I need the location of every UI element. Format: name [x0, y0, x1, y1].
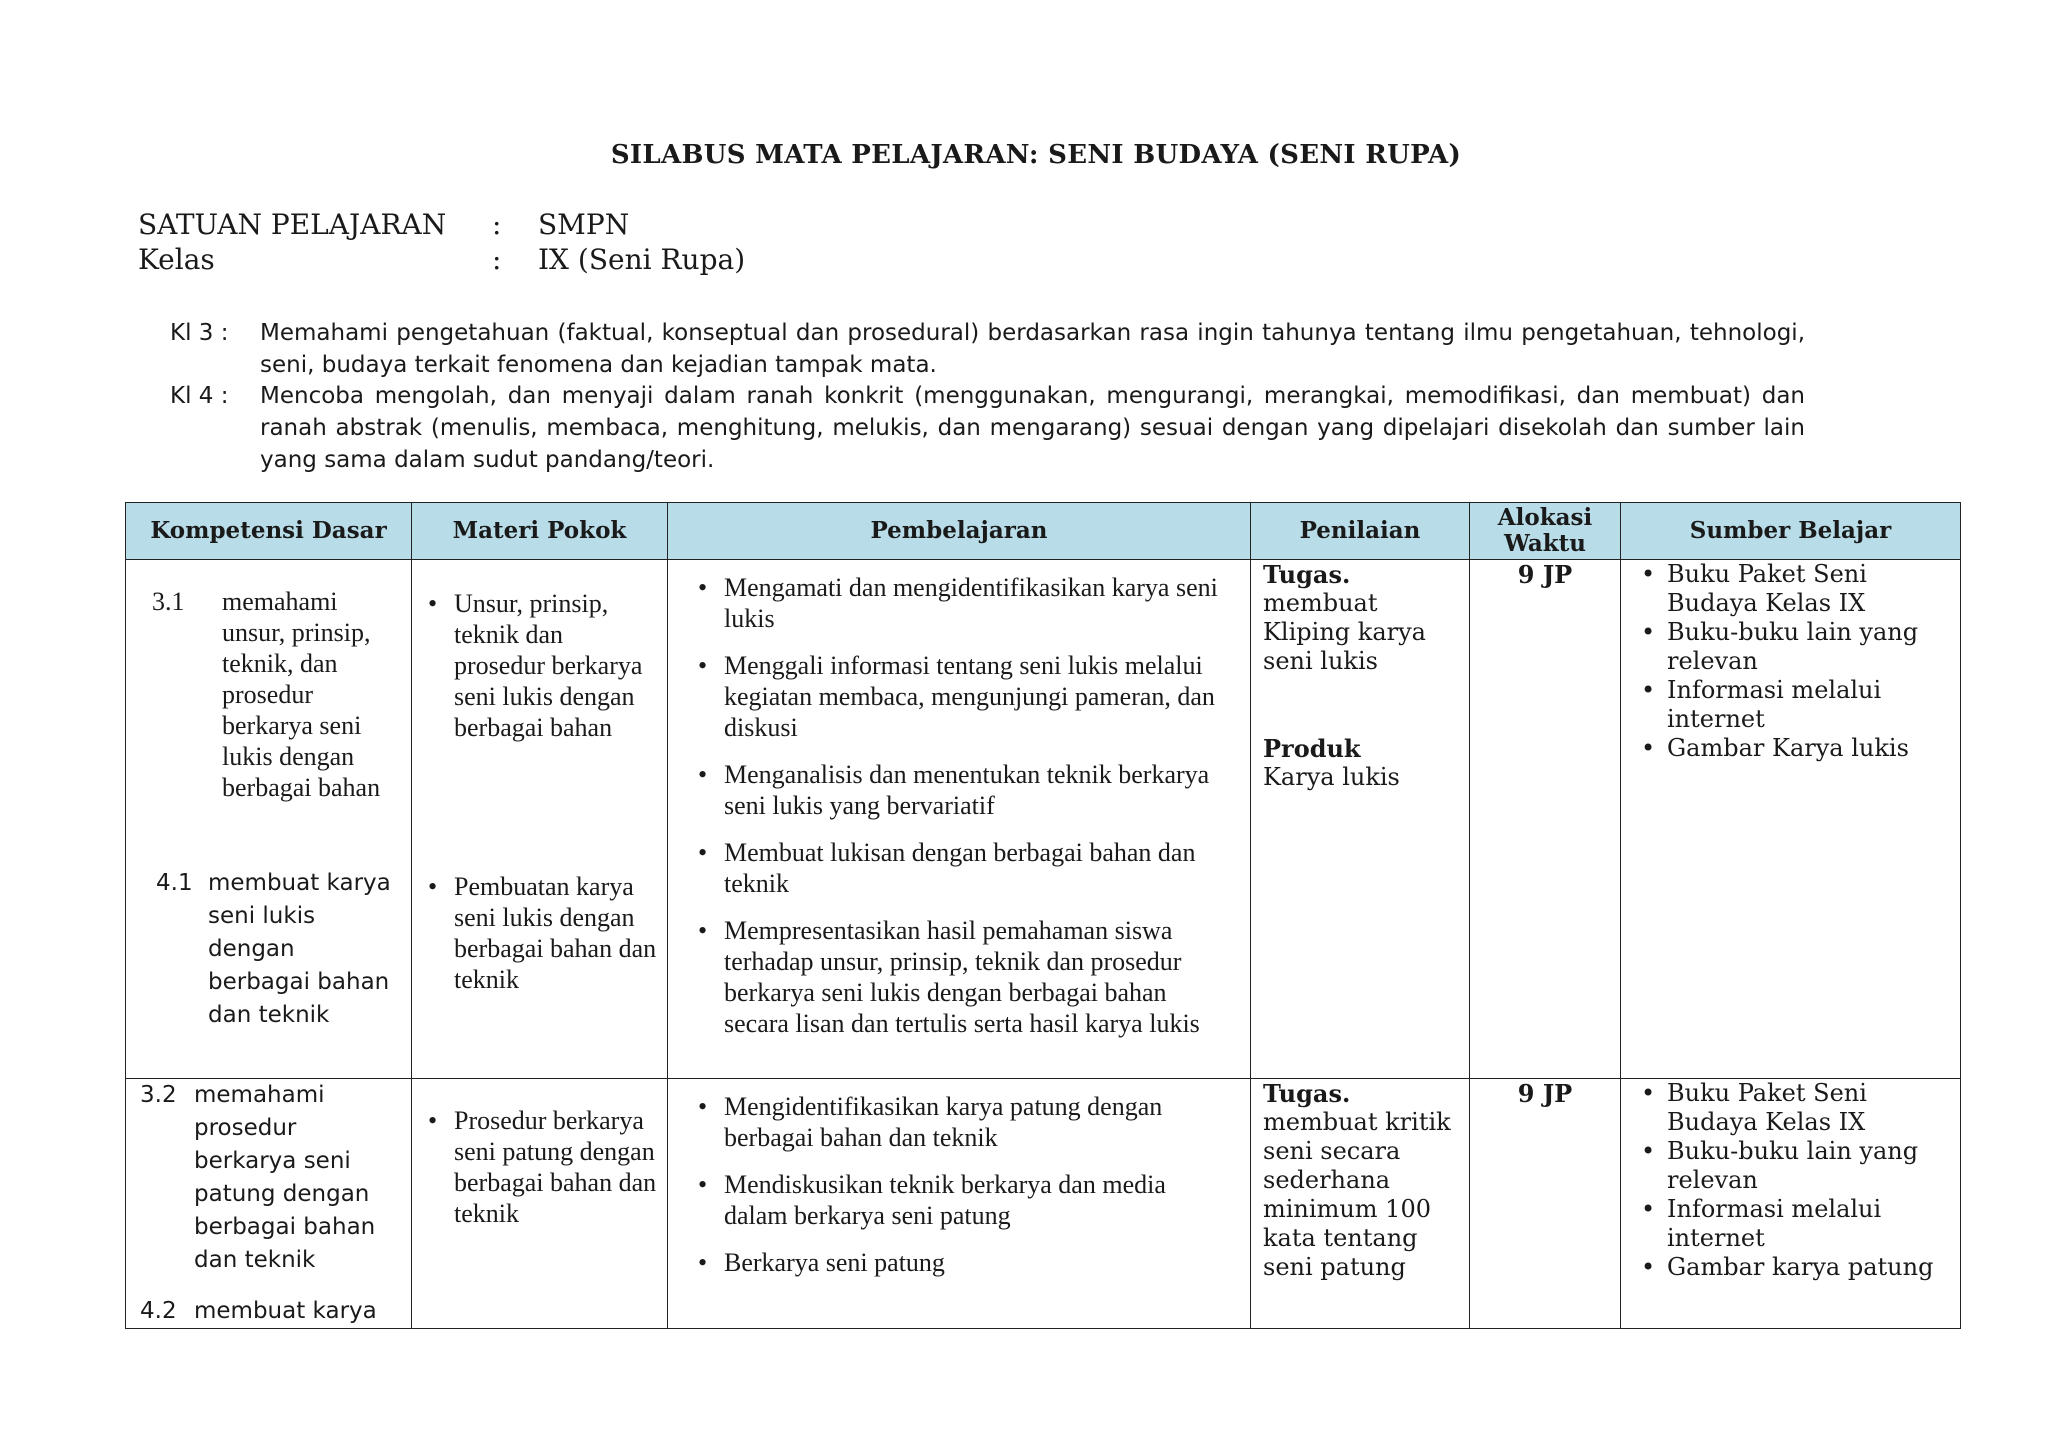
kd-number: 4.1 [156, 870, 193, 896]
list-item: • Mengidentifikasikan karya patung dengan berbagai bahan dan teknik [690, 1091, 1220, 1153]
table-row [126, 1079, 1961, 1329]
list-item: • Mempresentasikan hasil pemahaman siswa terhadap unsur, prinsip, teknik dan prosedur berkarya seni lukis dengan berbagai bahan secara lisan dan tertulis serta hasil karya lukis [690, 915, 1220, 1039]
list-item: • Gambar Karya lukis [1633, 734, 1954, 763]
sumber-list [1621, 1079, 1960, 1282]
penilaian-heading: Produk [1263, 734, 1361, 763]
page-title: SILABUS MATA PELAJARAN: SENI BUDAYA (SENI RUPA) [610, 140, 1462, 170]
kd-text: memahami prosedur berkarya seni patung dengan berbagai bahan dan teknik [194, 1082, 376, 1273]
table-header-row [126, 503, 1961, 560]
kd-text: memahami unsur, prinsip, teknik, dan prosedur berkarya seni lukis dengan berbagai bahan [222, 587, 381, 802]
pembelajaran-list [668, 560, 1250, 1039]
list-item: • Prosedur berkarya seni patung dengan berbagai bahan dan teknik [420, 1105, 657, 1229]
materi-list [412, 560, 667, 995]
alokasi-cell [1470, 560, 1621, 1079]
pembelajaran-cell [668, 1079, 1251, 1329]
sumber-list [1621, 560, 1960, 763]
list-item: • Berkarya seni patung [690, 1247, 1220, 1278]
kd-cell [126, 560, 412, 1079]
penilaian-text: membuat Kliping karya seni lukis [1263, 589, 1426, 675]
ki-text: Memahami pengetahuan (faktual, konseptual dan prosedural) berdasarkan rasa ingin tahunya tentang ilmu pengetahuan, tehnologi, seni, budaya terkait fenomena dan kejadian tampak mata. [260, 320, 1805, 378]
table-row [126, 560, 1961, 1079]
alokasi-cell [1470, 1079, 1621, 1329]
penilaian-cell [1251, 560, 1470, 1079]
kd-item [126, 560, 411, 803]
list-item: • Mengamati dan mengidentifikasikan karya seni lukis [690, 572, 1220, 634]
ki-3 [170, 317, 1805, 381]
ki-label: Kl 3 : [170, 320, 229, 346]
pembelajaran-cell [668, 560, 1251, 1079]
header-kompetensi-dasar: Kompetensi Dasar [126, 503, 412, 560]
kd-number: 4.2 [140, 1298, 177, 1324]
kd-cell [126, 1079, 412, 1329]
meta-colon: : [492, 243, 502, 276]
pembelajaran-list [668, 1079, 1250, 1278]
syllabus-table [125, 502, 1961, 1329]
alokasi-value: 9 JP [1517, 1079, 1573, 1108]
kd-item [126, 803, 411, 1032]
ki-4 [170, 380, 1805, 476]
list-item: • Buku-buku lain yang relevan [1633, 618, 1954, 676]
list-item: • Unsur, prinsip, teknik dan prosedur berkarya seni lukis dengan berbagai bahan [420, 588, 657, 743]
materi-list [412, 1079, 667, 1229]
kd-item [126, 1079, 411, 1277]
penilaian-heading: Tugas. [1263, 560, 1351, 589]
header-materi-pokok: Materi Pokok [412, 503, 668, 560]
list-item: • Membuat lukisan dengan berbagai bahan dan teknik [690, 837, 1220, 899]
meta-label: Kelas [138, 243, 215, 276]
penilaian-text: membuat kritik seni secara sederhana minimum 100 kata tentang seni patung [1263, 1108, 1451, 1281]
meta-value: SMPN [538, 208, 630, 241]
header-pembelajaran: Pembelajaran [668, 503, 1251, 560]
ki-text: Mencoba mengolah, dan menyaji dalam ranah konkrit (menggunakan, mengurangi, merangkai, memodifikasi, dan membuat) dan ranah abstrak (menulis, membaca, menghitung, melukis, dan mengarang) sesuai dengan yang dipelajari disekolah dan sumber lain yang sama dalam sudut pandang/teori. [260, 383, 1805, 473]
list-item: • Menggali informasi tentang seni lukis melalui kegiatan membaca, mengunjungi pameran, dan diskusi [690, 650, 1220, 743]
list-item: • Gambar karya patung [1633, 1253, 1954, 1282]
kd-number: 3.1 [152, 587, 185, 616]
sumber-cell [1621, 560, 1961, 1079]
kd-number: 3.2 [140, 1082, 177, 1108]
materi-cell [412, 1079, 668, 1329]
penilaian-cell [1251, 1079, 1470, 1329]
header-alokasi-waktu: Alokasi Waktu [1470, 503, 1621, 560]
list-item: • Buku Paket Seni Budaya Kelas IX [1633, 1079, 1954, 1137]
list-item: • Informasi melalui internet [1633, 676, 1954, 734]
penilaian-text: Karya lukis [1263, 763, 1400, 791]
meta-colon: : [492, 208, 502, 241]
kd-text: membuat karya [194, 1298, 377, 1324]
list-item: • Buku Paket Seni Budaya Kelas IX [1633, 560, 1954, 618]
ki-label: Kl 4 : [170, 383, 229, 409]
list-item: • Menganalisis dan menentukan teknik berkarya seni lukis yang bervariatif [690, 759, 1220, 821]
materi-cell [412, 560, 668, 1079]
list-item: • Mendiskusikan teknik berkarya dan media dalam berkarya seni patung [690, 1169, 1220, 1231]
meta-label: SATUAN PELAJARAN [138, 208, 447, 241]
sumber-cell [1621, 1079, 1961, 1329]
meta-value: IX (Seni Rupa) [538, 243, 746, 276]
list-item: • Buku-buku lain yang relevan [1633, 1137, 1954, 1195]
header-sumber-belajar: Sumber Belajar [1621, 503, 1961, 560]
list-item: • Informasi melalui internet [1633, 1195, 1954, 1253]
list-item: • Pembuatan karya seni lukis dengan berbagai bahan dan teknik [420, 871, 657, 995]
kd-text: membuat karya seni lukis dengan berbagai bahan dan teknik [208, 870, 391, 1028]
header-penilaian: Penilaian [1251, 503, 1470, 560]
alokasi-value: 9 JP [1517, 560, 1573, 589]
kd-item [126, 1277, 411, 1328]
penilaian-heading: Tugas. [1263, 1079, 1351, 1108]
